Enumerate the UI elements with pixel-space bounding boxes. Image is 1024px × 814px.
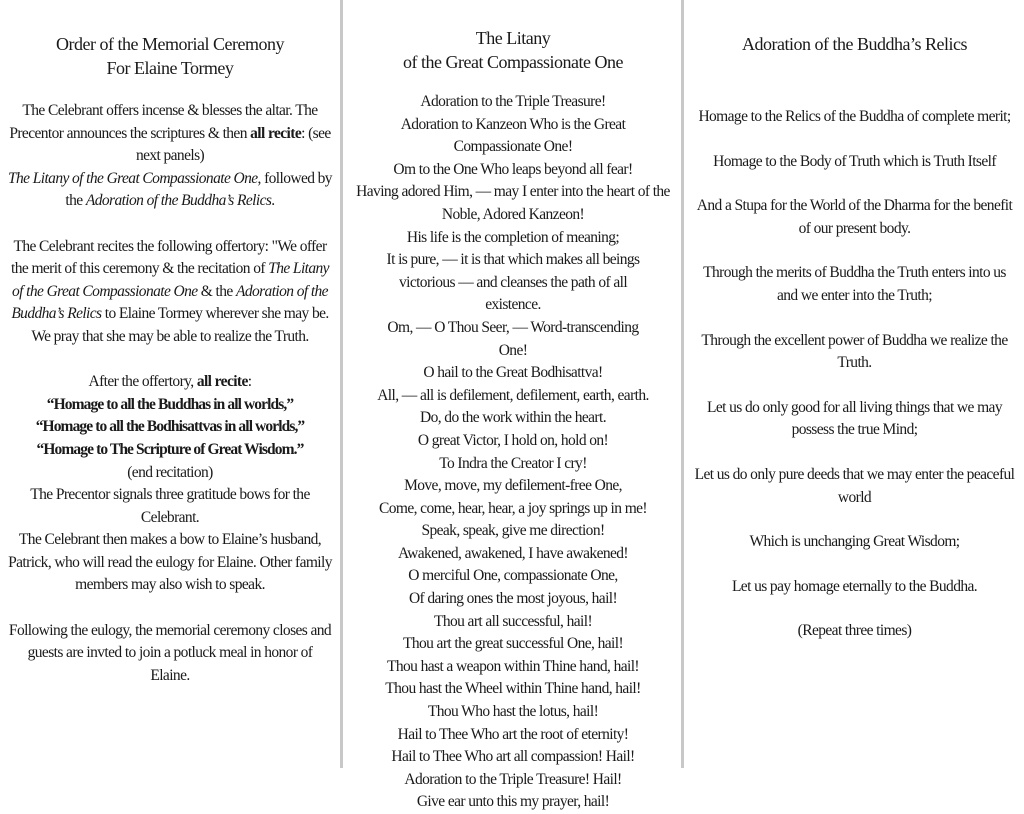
paragraph-recitation (8, 371, 332, 597)
verse: Which is unchanging Great Wisdom; (749, 533, 960, 551)
litany-line: Give ear unto this my prayer, hail! (416, 793, 610, 811)
homage-line: “Homage to The Scripture of Great Wisdom.” (36, 440, 304, 458)
verse: And a Stupa for the World of the Dharma for the benefit of our present body. (696, 197, 1013, 237)
paragraph-offertory (8, 236, 332, 349)
italic-text: Adoration of the Buddha’s Relics (11, 282, 328, 323)
repeat-note: (Repeat three times) (797, 622, 912, 640)
litany-line: Om to the One Who leaps beyond all fear! (393, 160, 633, 178)
litany-line: Adoration to the Triple Treasure! Hail! (404, 770, 622, 788)
litany-lines (344, 91, 682, 814)
panel-adoration-relics (685, 0, 1024, 768)
litany-line: It is pure, — it is that which makes all beings victorious — and cleanses the path of all existence. (386, 251, 640, 314)
litany-line: Thou art the great successful One, hail! (402, 635, 624, 653)
title-line-1: Order of the Memorial Ceremony (56, 34, 284, 54)
litany-line: Adoration to the Triple Treasure! (420, 93, 606, 110)
litany-line: To Indra the Creator I cry! (439, 454, 587, 472)
text: & the (197, 282, 236, 300)
panel-litany (344, 0, 682, 811)
homage-line: “Homage to all the Bodhisattvas in all worlds,” (35, 418, 305, 436)
litany-line: O merciful One, compassionate One, (408, 567, 618, 585)
litany-line: Hail to Thee Who art the root of eternity! (397, 725, 629, 743)
litany-line: Awakened, awakened, I have awakened! (397, 544, 628, 562)
panel-title (0, 0, 340, 80)
litany-line: Thou art all successful, hail! (433, 612, 593, 630)
litany-line: Having adored Him, — may I enter into the heart of the Noble, Adored Kanzeon! (356, 183, 670, 223)
litany-line: O great Victor, I hold on, hold on! (417, 431, 609, 449)
litany-line: Om, — O Thou Seer, — Word-transcending One! (387, 318, 639, 359)
panel-divider-left (340, 0, 343, 768)
italic-text: The Litany of the Great Compassionate One (8, 169, 258, 187)
bold-text: all recite (196, 373, 248, 391)
paragraph-closing: Following the eulogy, the memorial ceremony closes and guests are invted to join a potluck meal in honor of Elaine. (8, 621, 332, 684)
bold-text: all recite (250, 124, 302, 142)
text: : (247, 373, 252, 391)
text: , followed by the (65, 169, 332, 210)
verse: Let us do only good for all living things that we may possess the true Mind; (707, 398, 1002, 439)
panel-title: Adoration of the Buddha’s Relics (742, 34, 967, 54)
paragraph-opening (8, 100, 332, 213)
title-line-2: For Elaine Tormey (106, 58, 234, 78)
verse: Homage to the Relics of the Buddha of complete merit; (698, 108, 1011, 125)
litany-line: Thou hast a weapon within Thine hand, hail! (387, 657, 639, 675)
litany-line: O hail to the Great Bodhisattva! (423, 364, 603, 382)
homage-line: “Homage to all the Buddhas in all worlds,” (46, 395, 294, 413)
litany-line: Come, come, hear, hear, a joy springs up in me! (379, 499, 647, 517)
litany-line: Thou hast the Wheel within Thine hand, hail! (385, 680, 641, 698)
verse: Let us do only pure deeds that we may enter the peaceful world (694, 465, 1015, 506)
text: . (271, 192, 275, 210)
verse: Let us pay homage eternally to the Buddha. (731, 577, 978, 595)
litany-line: His life is the completion of meaning; (406, 228, 620, 246)
litany-line: Speak, speak, give me direction! (421, 522, 605, 540)
italic-text: Adoration of the Buddha’s Relics (85, 192, 272, 210)
end-recitation: (end recitation) (127, 463, 213, 481)
eulogy-instruction: The Celebrant then makes a bow to Elaine’s husband, Patrick, who will read the eulogy for Elaine. Other family members may also wish to speak. (8, 531, 332, 594)
text: The Celebrant offers incense & blesses the altar. The Precentor announces the scriptures & then (9, 102, 318, 142)
verse: Homage to the Body of Truth which is Truth Itself (713, 152, 996, 170)
adoration-verses (685, 106, 1024, 643)
litany-line: Of daring ones the most joyous, hail! (408, 590, 618, 608)
litany-line: Move, move, my defilement-free One, (404, 477, 622, 495)
litany-line: Adoration to Kanzeon Who is the Great Compassionate One! (400, 115, 626, 156)
verse: Through the excellent power of Buddha we realize the Truth. (701, 331, 1008, 372)
verse: Through the merits of Buddha the Truth enters into us and we enter into the Truth; (703, 264, 1006, 304)
italic-text: The Litany of the Great Compassionate One (12, 260, 329, 300)
title-line-1: The Litany (475, 28, 551, 48)
litany-line: Thou Who hast the lotus, hail! (427, 703, 599, 721)
litany-line: All, — all is defilement, defilement, earth, earth. (377, 386, 649, 404)
panel-order-of-ceremony (0, 0, 340, 768)
litany-line: Do, do the work within the heart. (420, 409, 606, 427)
text: The Celebrant recites the following offertory: "We offer the merit of this ceremony & the recitation of (11, 237, 327, 278)
title-line-2: of the Great Compassionate One (403, 52, 623, 72)
panel-title (344, 0, 682, 74)
litany-line: Hail to Thee Who art all compassion! Hail! (391, 748, 635, 766)
text: After the offertory, (88, 373, 197, 391)
bows-instruction: The Precentor signals three gratitude bows for the Celebrant. (30, 486, 310, 526)
text: to Elaine Tormey wherever she may be. We pray that she may be able to realize the Truth. (31, 305, 329, 345)
text: : (see next panels) (135, 124, 331, 165)
